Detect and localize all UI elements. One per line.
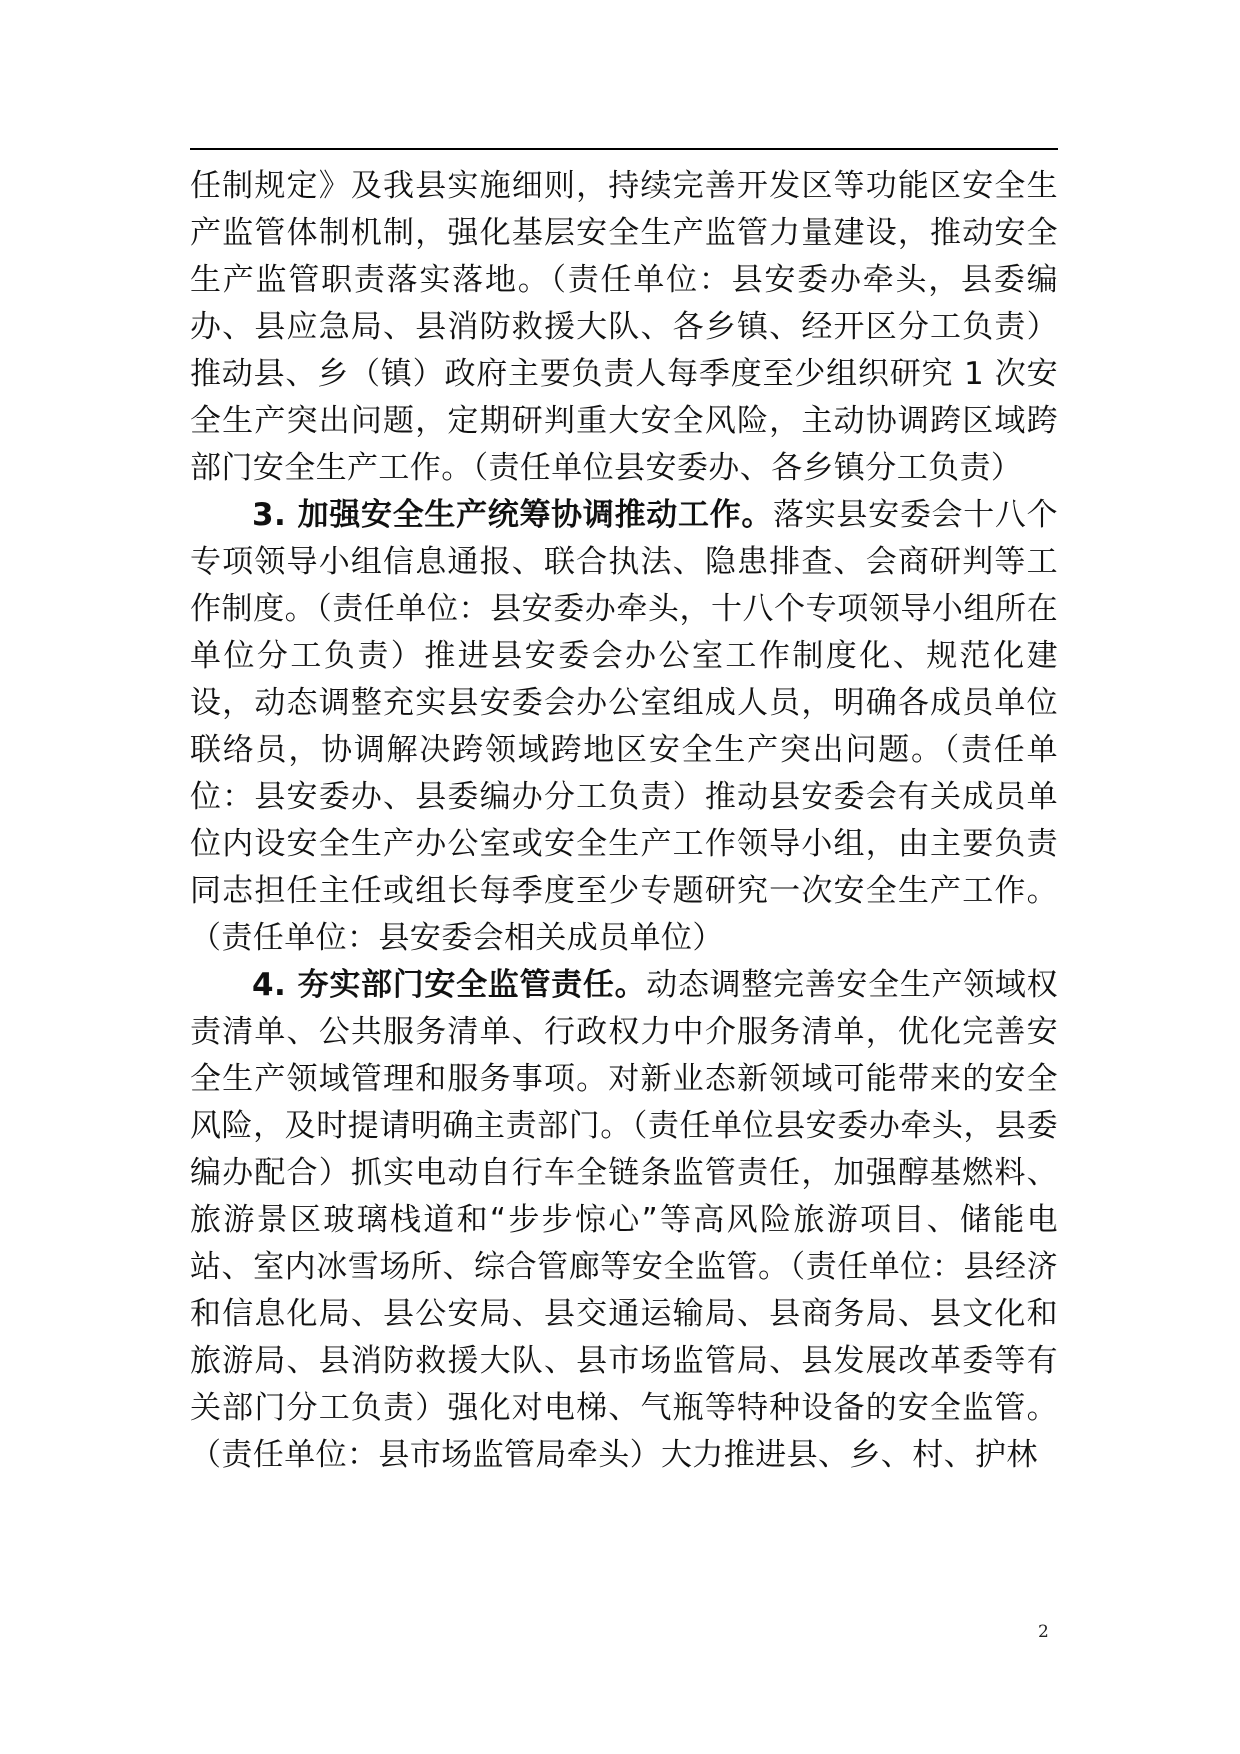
document-body (190, 163, 1058, 1479)
paragraph-item-4 (190, 962, 1058, 1479)
paragraph-continuation (190, 163, 1058, 492)
item-3-text: 落实县安委会十八个专项领导小组信息通报、联合执法、隐患排查、会商研判等工作制度。（责任单位：县安委办牵头，十八个专项领导小组所在单位分工负责）推进县安委会办公室工作制度化、规范化建设，动态调整充实县安委会办公室组成人员，明确各成员单位联络员，协调解决跨领域跨地区安全生产突出问题。（责任单位：县安委办、县委编办分工负责）推动县安委会有关成员单位内设安全生产办公室或安全生产工作领导小组，由主要负责同志担任主任或组长每季度至少专题研究一次安全生产工作。（责任单位：县安委会相关成员单位） (190, 497, 1058, 956)
paragraph-item-3 (190, 492, 1058, 962)
paragraph-1-text: 任制规定》及我县实施细则，持续完善开发区等功能区安全生产监管体制机制，强化基层安全生产监管力量建设，推动安全生产监管职责落实落地。（责任单位：县安委办牵头，县委编办、县应急局、县消防救援大队、各乡镇、经开区分工负责）推动县、乡（镇）政府主要负责人每季度至少组织研究 1 次安全生产突出问题，定期研判重大安全风险，主动协调跨区域跨部门安全生产工作。（责任单位县安委办、各乡镇分工负责） (190, 168, 1058, 486)
page-number: 2 (1038, 1622, 1049, 1642)
item-4-heading: 4. 夯实部门安全监管责任。 (252, 967, 647, 1003)
header-rule (190, 148, 1058, 150)
item-3-heading: 3. 加强安全生产统筹协调推动工作。 (252, 497, 774, 533)
item-4-text: 动态调整完善安全生产领域权责清单、公共服务清单、行政权力中介服务清单，优化完善安全生产领域管理和服务事项。对新业态新领域可能带来的安全风险，及时提请明确主责部门。（责任单位县安委办牵头，县委编办配合）抓实电动自行车全链条监管责任，加强醇基燃料、旅游景区玻璃栈道和“步步惊心”等高风险旅游项目、储能电站、室内冰雪场所、综合管廊等安全监管。（责任单位：县经济和信息化局、县公安局、县交通运输局、县商务局、县文化和旅游局、县消防救援大队、县市场监管局、县发展改革委等有关部门分工负责）强化对电梯、气瓶等特种设备的安全监管。（责任单位：县市场监管局牵头）大力推进县、乡、村、护林 (190, 967, 1058, 1473)
